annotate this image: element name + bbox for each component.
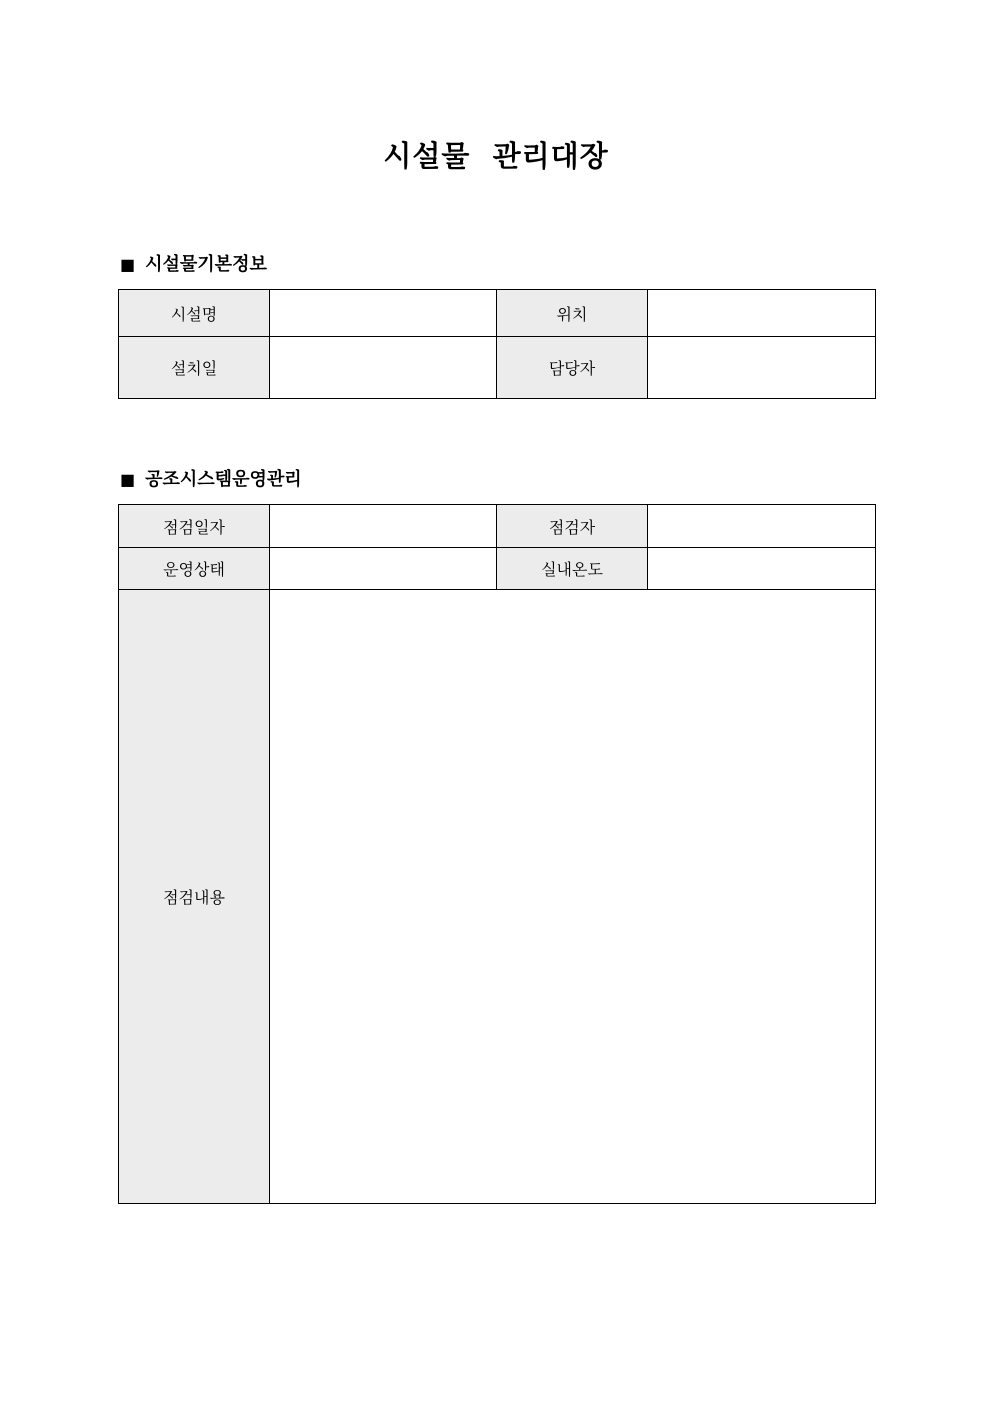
section-heading-hvac	[120, 467, 302, 493]
inspection-date-field[interactable]	[270, 505, 497, 548]
manager-field[interactable]	[648, 337, 876, 399]
facility-name-field[interactable]	[270, 290, 497, 337]
section-title: 시설물기본정보	[145, 254, 267, 275]
inspector-label: 점검자	[497, 505, 648, 548]
indoor-temperature-label: 실내온도	[497, 548, 648, 590]
operation-status-field[interactable]	[270, 548, 497, 590]
hvac-operation-table	[118, 504, 876, 1204]
indoor-temperature-field[interactable]	[648, 548, 876, 590]
inspection-date-label: 점검일자	[119, 505, 270, 548]
inspection-details-label: 점검내용	[119, 590, 270, 1204]
install-date-field[interactable]	[270, 337, 497, 399]
facility-name-label: 시설명	[119, 290, 270, 337]
inspector-field[interactable]	[648, 505, 876, 548]
basic-info-table	[118, 289, 876, 399]
section-title: 공조시스템운영관리	[145, 469, 302, 490]
table-row	[119, 548, 876, 590]
operation-status-label: 운영상태	[119, 548, 270, 590]
square-bullet-icon: ■	[120, 470, 136, 489]
inspection-details-field[interactable]	[270, 590, 876, 1204]
location-field[interactable]	[648, 290, 876, 337]
manager-label: 담당자	[497, 337, 648, 399]
table-row	[119, 290, 876, 337]
section-heading-basic-info	[120, 252, 267, 278]
table-row	[119, 505, 876, 548]
table-row	[119, 337, 876, 399]
location-label: 위치	[497, 290, 648, 337]
install-date-label: 설치일	[119, 337, 270, 399]
square-bullet-icon: ■	[120, 255, 136, 274]
page-title: 시설물 관리대장	[383, 139, 609, 173]
table-row	[119, 590, 876, 1204]
